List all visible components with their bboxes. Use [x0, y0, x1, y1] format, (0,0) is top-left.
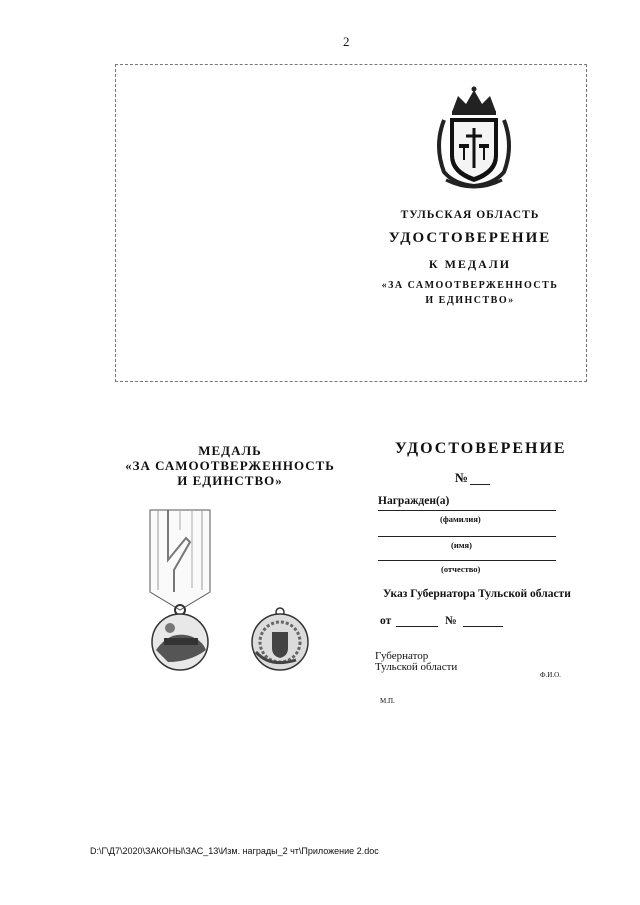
decree-date-field — [396, 626, 438, 627]
tula-coat-of-arms-icon — [430, 84, 518, 192]
medal-title-line2: «ЗА САМООТВЕРЖЕННОСТЬ — [125, 458, 335, 473]
cover-subtitle: К МЕДАЛИ — [428, 257, 512, 271]
decree-number-field — [463, 626, 503, 627]
decree-date-label: от — [380, 615, 392, 627]
medal-illustration — [140, 500, 340, 690]
medal-obverse-icon — [152, 614, 208, 670]
decree-label: Указ Губернатора Тульской области — [383, 588, 571, 600]
surname-label: (фамилия) — [440, 514, 481, 524]
name-field — [378, 536, 556, 537]
medal-title-line1: МЕДАЛЬ — [198, 443, 262, 458]
governor-line1: Губернатор — [375, 650, 429, 662]
medal-ribbon-icon — [150, 510, 210, 610]
certificate-number-label: № — [455, 470, 469, 485]
certificate-number-field — [470, 484, 490, 485]
cover-region: ТУЛЬСКАЯ ОБЛАСТЬ — [400, 209, 540, 221]
cover-medal-name-line2: И ЕДИНСТВО» — [425, 295, 515, 306]
patronymic-field — [378, 560, 556, 561]
fio-label: Ф.И.О. — [540, 671, 561, 679]
cover-medal-name-line1: «ЗА САМООТВЕРЖЕННОСТЬ — [381, 280, 559, 291]
medal-title-line3: И ЕДИНСТВО» — [177, 473, 283, 488]
file-path-footer: D:\Г\Д7\2020\ЗАКОНЫ\ЗАС_13\Изм. награды_2 чт\Приложение 2.doc — [90, 846, 379, 856]
page-number: 2 — [343, 34, 350, 49]
certificate-title: УДОСТОВЕРЕНИЕ — [395, 440, 567, 457]
awarded-label: Награжден(а) — [378, 495, 450, 507]
decree-number-label: № — [445, 615, 457, 627]
patronymic-label: (отчество) — [441, 564, 481, 574]
medal-reverse-icon — [252, 608, 308, 670]
name-label: (имя) — [451, 540, 472, 550]
governor-line2: Тульской области — [375, 661, 458, 673]
surname-field — [378, 510, 556, 511]
seal-place-label: М.П. — [380, 697, 395, 705]
cover-title: УДОСТОВЕРЕНИЕ — [388, 230, 552, 246]
